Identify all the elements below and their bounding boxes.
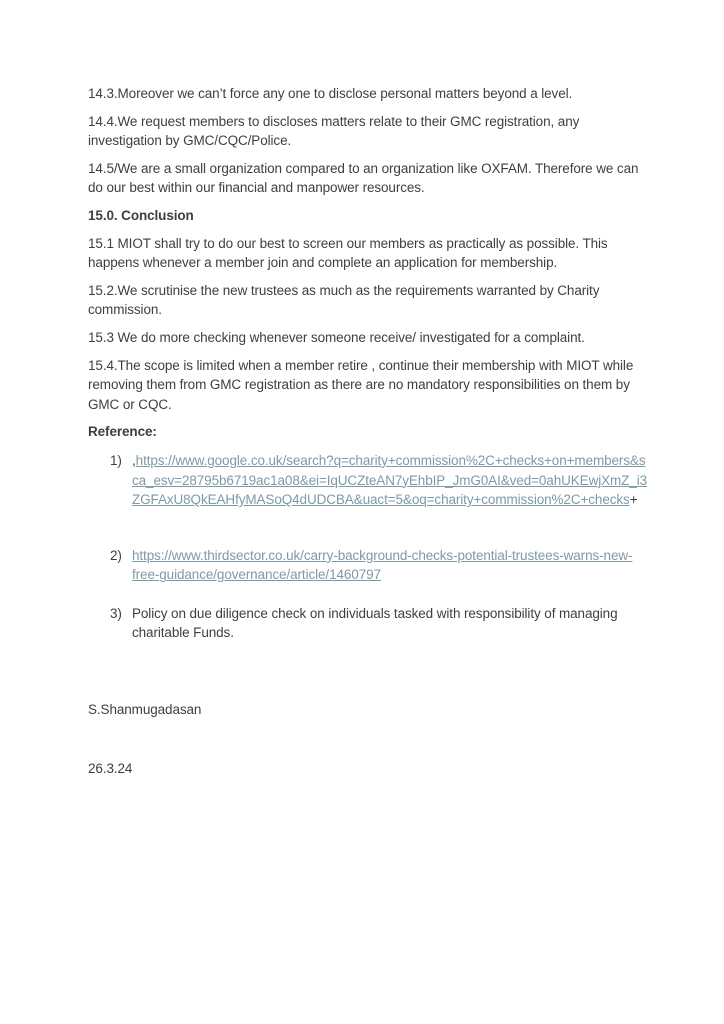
reference-heading: Reference: <box>88 424 157 440</box>
reference-item-3 <box>88 604 648 643</box>
reference-body-3: Policy on due diligence check on individuals tasked with responsibility of managing charitable Funds. <box>132 605 618 641</box>
reference-1-prefix: , <box>132 452 136 468</box>
reference-body-1 <box>132 451 648 510</box>
reference-item-2 <box>88 546 648 585</box>
conclusion-heading: 15.0. Conclusion <box>88 207 194 223</box>
reference-body-2 <box>132 546 648 585</box>
reference-link-google[interactable]: https://www.google.co.uk/search?q=charity+commission%2C+checks+on+members&sca_esv=28795b6719ac1a08&ei=IqUCZteAN7yEhbIP_JmG0AI&ved=0ahUKEwjXmZ_i3ZGFAxU8QkEAHfyMASoQ4dUDCBA&uact=5&oq=charity+commission%2C+checks <box>132 452 648 508</box>
reference-link-thirdsector[interactable]: https://www.thirdsector.co.uk/carry-background-checks-potential-trustees-warns-new-free-guidance/governance/article/1460797 <box>132 547 633 583</box>
document-date: 26.3.24 <box>88 760 133 776</box>
paragraph-14-3: 14.3.Moreover we can’t force any one to disclose personal matters beyond a level. <box>88 86 573 101</box>
paragraph-15-2: 15.2.We scrutinise the new trustees as much as the requirements warranted by Charity commission. <box>88 282 600 318</box>
signature-name: S.Shanmugadasan <box>88 702 202 718</box>
paragraph-15-1: 15.1 MIOT shall try to do our best to screen our members as practically as possible. This happens whenever a member join and complete an application for membership. <box>88 235 608 271</box>
paragraph-14-5: 14.5/We are a small organization compared to an organization like OXFAM. Therefore we can do our best within our financial and manpower resources. <box>88 160 639 196</box>
paragraph-15-4: 15.4.The scope is limited when a member retire , continue their membership with MIOT while removing them from GMC registration as there are no mandatory responsibilities on them by GMC or CQC. <box>88 357 634 412</box>
reference-marker-2: 2) <box>110 547 122 563</box>
reference-marker-3: 3) <box>110 605 122 621</box>
paragraph-14-4: 14.4.We request members to discloses matters relate to their GMC registration, any investigation by GMC/CQC/Police. <box>88 113 580 149</box>
reference-item-1 <box>88 451 648 510</box>
paragraph-15-3: 15.3 We do more checking whenever someone receive/ investigated for a complaint. <box>88 329 585 345</box>
reference-1-suffix: + <box>629 492 638 508</box>
reference-marker-1: 1) <box>110 452 122 468</box>
